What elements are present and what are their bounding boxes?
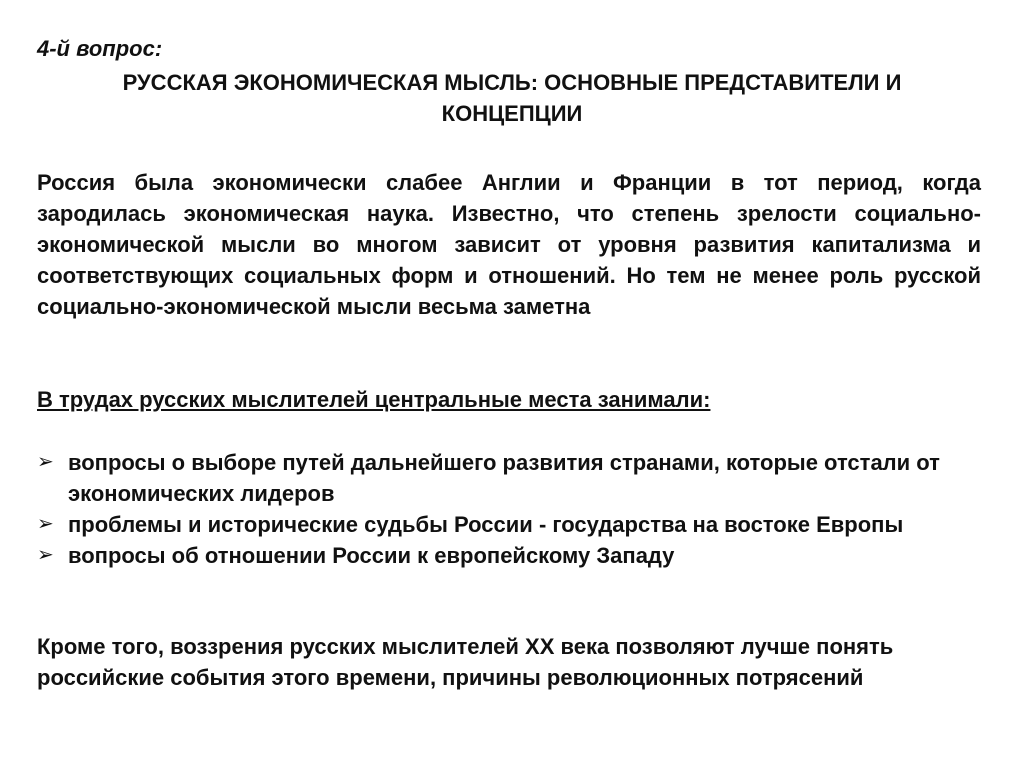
topics-heading: В трудах русских мыслителей центральные места занимали: <box>37 387 711 412</box>
topics-list <box>37 447 981 571</box>
list-item-text: проблемы и исторические судьбы России - государства на востоке Европы <box>68 512 904 537</box>
intro-paragraph: Россия была экономически слабее Англии и Франции в тот период, когда зародилась экономическая наука. Известно, что степень зрелости социально-экономической мысли во многом зависит от уровня развития капитализма и соответствующих социальных форм и отношений. Но тем не менее роль русской социально-экономической мысли весьма заметна <box>37 170 981 319</box>
list-item <box>37 447 981 509</box>
list-item-text: вопросы об отношении России к европейскому Западу <box>68 543 675 568</box>
slide-title: РУССКАЯ ЭКОНОМИЧЕСКАЯ МЫСЛЬ: ОСНОВНЫЕ ПРЕДСТАВИТЕЛИ И КОНЦЕПЦИИ <box>122 70 902 126</box>
question-label: 4-й вопрос: <box>37 36 163 61</box>
list-item-text: вопросы о выборе путей дальнейшего развития странами, которые отстали от экономических лидеров <box>68 450 940 506</box>
arrow-bullet-icon: ➢ <box>37 451 54 473</box>
list-item <box>37 509 981 540</box>
closing-paragraph: Кроме того, воззрения русских мыслителей XX века позволяют лучше понять российские события этого времени, причины революционных потрясений <box>37 634 894 690</box>
list-item <box>37 540 981 571</box>
arrow-bullet-icon: ➢ <box>37 513 54 535</box>
arrow-bullet-icon: ➢ <box>37 544 54 566</box>
